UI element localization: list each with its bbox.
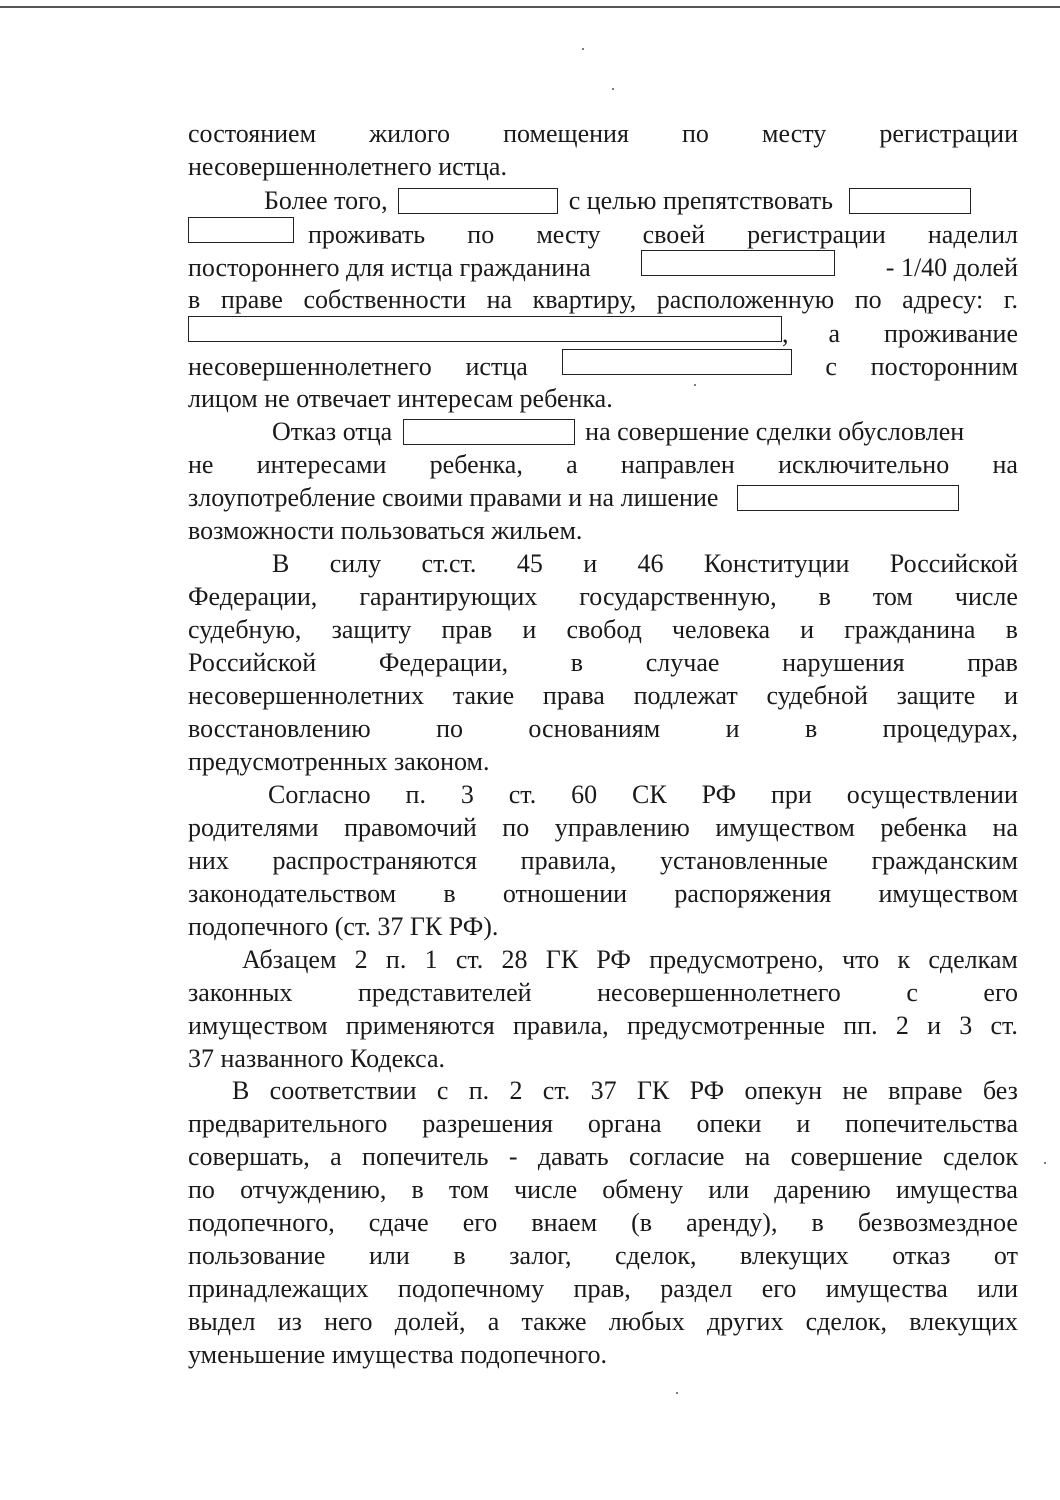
text-line: 37 названного Кодекса.	[188, 1044, 445, 1073]
text-line	[188, 117, 1018, 150]
word: согласие	[629, 1142, 725, 1171]
text-line	[188, 811, 1018, 844]
word: в	[570, 648, 584, 677]
word: СК	[631, 780, 667, 809]
text-line	[188, 415, 1018, 448]
word: месту	[762, 119, 827, 148]
text-line	[188, 1009, 1018, 1042]
word: расположенную	[656, 285, 835, 314]
word: принадлежащих	[188, 1274, 369, 1303]
word: 60	[571, 780, 598, 809]
line-text: посторонним	[870, 352, 1018, 381]
word: правила,	[520, 846, 617, 875]
line-text: на совершение сделки обусловлен	[585, 417, 965, 446]
word: распространяются	[272, 846, 478, 875]
text-line: несовершеннолетнего истца.	[188, 152, 507, 181]
word: вправе	[888, 1076, 963, 1105]
word: сделок,	[615, 1241, 697, 1270]
word: прав	[441, 615, 493, 644]
scan-speck	[582, 48, 584, 50]
word: подопечного,	[188, 1208, 335, 1237]
word: безвозмездное	[857, 1208, 1018, 1237]
word: жилого	[369, 119, 451, 148]
word: его	[983, 978, 1018, 1007]
word: предварительного	[188, 1109, 388, 1138]
text-line: подопечного (ст. 37 ГК РФ).	[188, 912, 499, 941]
text-line	[188, 217, 1018, 251]
text-line: возможности пользоваться жильем.	[188, 516, 583, 545]
text-line	[188, 1272, 1018, 1305]
word: 1	[424, 945, 438, 974]
word: влекущих	[909, 1307, 1018, 1336]
word: законных	[188, 978, 293, 1007]
word: подопечному	[397, 1274, 545, 1303]
text-line	[188, 349, 1018, 383]
text-line	[268, 778, 1018, 811]
word: раздел	[660, 1274, 733, 1303]
word: отношении	[502, 879, 628, 908]
line-text: постороннего для истца гражданина	[188, 253, 591, 282]
word: также	[521, 1307, 587, 1336]
word: свобод	[566, 615, 642, 644]
word: п.	[385, 945, 407, 974]
word: по	[436, 714, 463, 743]
word: попечитель	[362, 1142, 489, 1171]
line-text: - 1/40 долей	[885, 253, 1018, 282]
redacted-box	[188, 217, 294, 243]
word: числе	[514, 1175, 578, 1204]
line-words	[308, 218, 1018, 251]
word: на	[486, 285, 513, 314]
word: по	[682, 119, 709, 148]
word: и	[800, 615, 815, 644]
word: Согласно	[268, 780, 371, 809]
word: попечительства	[845, 1109, 1018, 1138]
line-text: ,	[782, 319, 789, 348]
word: его	[761, 1274, 797, 1303]
word: и	[1004, 681, 1018, 710]
word: своей	[642, 220, 706, 249]
word: органа	[587, 1109, 662, 1138]
word: судебную,	[188, 615, 302, 644]
word: осуществлении	[846, 780, 1018, 809]
text-line	[232, 1074, 1018, 1107]
redacted-box	[398, 188, 558, 214]
text-line	[188, 1173, 1018, 1206]
line-text: с целью препятствовать	[568, 186, 833, 215]
text-line	[188, 976, 1018, 1009]
word: несовершеннолетних	[188, 681, 425, 710]
word: не	[842, 1076, 868, 1105]
word: обмену	[602, 1175, 684, 1204]
word: Федерации,	[188, 582, 318, 611]
word: в	[443, 879, 456, 908]
word: гражданским	[871, 846, 1018, 875]
word: ребенка	[880, 813, 967, 842]
word: установленные	[659, 846, 828, 875]
word: совершать,	[188, 1142, 310, 1171]
text-line	[188, 580, 1018, 613]
word: любых	[608, 1307, 685, 1336]
word: в	[811, 1208, 824, 1237]
line-text: с	[825, 352, 837, 381]
line-text: Более того,	[264, 186, 388, 215]
word: ст.ст.	[421, 549, 477, 578]
word: пользование	[188, 1241, 326, 1270]
text-line	[272, 547, 1018, 580]
redacted-box	[403, 419, 575, 445]
word: п.	[405, 780, 426, 809]
word: имуществом	[188, 1011, 328, 1040]
word: ст.	[990, 1011, 1018, 1040]
word: дарению	[774, 1175, 871, 1204]
word: регистрации	[747, 220, 886, 249]
text-line	[188, 481, 1018, 514]
word: на	[744, 1142, 771, 1171]
word: управлению	[554, 813, 690, 842]
word: а	[330, 1142, 342, 1171]
word: и	[522, 615, 537, 644]
word: человека	[671, 615, 771, 644]
text-line	[188, 844, 1018, 877]
scan-speck	[676, 1392, 678, 1394]
word: внаем	[531, 1208, 598, 1237]
word: РФ	[596, 945, 631, 974]
word: или	[368, 1241, 410, 1270]
word: в	[804, 714, 818, 743]
word: собственности	[303, 285, 467, 314]
scan-speck	[612, 88, 614, 90]
word: В	[272, 549, 290, 578]
word: исключительно	[778, 450, 950, 479]
word: родителями	[188, 813, 319, 842]
word: в	[1005, 615, 1018, 644]
word: п.	[468, 1076, 490, 1105]
word: залог,	[509, 1241, 572, 1270]
word: выдел	[188, 1307, 256, 1336]
word: РФ	[689, 1076, 725, 1105]
word: том	[872, 582, 913, 611]
line-text: злоупотребление своими правами и на лишение	[188, 483, 719, 512]
word: месту	[536, 220, 601, 249]
text-line	[188, 1206, 1018, 1239]
word: праве	[220, 285, 283, 314]
word: отказ	[892, 1241, 951, 1270]
word: разрешения	[422, 1109, 553, 1138]
text-line: предусмотренных законом.	[188, 747, 490, 776]
word: наделил	[927, 220, 1018, 249]
redacted-box	[188, 316, 782, 342]
text-line: лицом не отвечает интересам ребенка.	[188, 384, 613, 413]
word: процедурах,	[882, 714, 1018, 743]
word: совершение	[790, 1142, 923, 1171]
word: с	[906, 978, 918, 1007]
word: Конституции	[703, 549, 850, 578]
page-top-edge	[0, 6, 1060, 18]
word: Абзацем	[242, 945, 337, 974]
word: предусмотренные	[626, 1011, 825, 1040]
word: и	[725, 714, 740, 743]
word: 3	[959, 1011, 973, 1040]
word: на	[992, 450, 1018, 479]
word: представителей	[357, 978, 532, 1007]
word: правомочий	[344, 813, 477, 842]
word: гарантирующих	[359, 582, 538, 611]
word: сдаче	[368, 1208, 429, 1237]
word: подлежат	[633, 681, 738, 710]
word: (в	[631, 1208, 653, 1237]
text-line	[188, 283, 1018, 316]
word: имущества	[825, 1274, 948, 1303]
text-line	[188, 1305, 1018, 1338]
word: в	[453, 1241, 466, 1270]
text-line	[188, 250, 1018, 284]
word: г.	[1003, 285, 1018, 314]
word: а	[566, 450, 578, 479]
word: квартиру,	[532, 285, 637, 314]
word: 28	[501, 945, 528, 974]
word: государственную,	[579, 582, 777, 611]
word: состоянием	[188, 119, 317, 148]
word: -	[508, 1142, 518, 1171]
word: или	[708, 1175, 750, 1204]
word: отчуждению,	[240, 1175, 387, 1204]
line-text: истца	[465, 352, 528, 381]
word: защите	[896, 681, 976, 710]
word: него	[324, 1307, 373, 1336]
word: В	[232, 1076, 250, 1105]
word: силу	[329, 549, 382, 578]
word: без	[982, 1076, 1018, 1105]
word: РФ	[701, 780, 737, 809]
word: 3	[460, 780, 474, 809]
word: законодательством	[188, 879, 397, 908]
word: несовершеннолетнего	[597, 978, 841, 1007]
word: восстановлению	[188, 714, 371, 743]
word: ребенка,	[429, 450, 523, 479]
text-line	[188, 613, 1018, 646]
word: правила,	[513, 1011, 609, 1040]
word: к	[897, 945, 911, 974]
text-line	[188, 877, 1018, 910]
word: по	[188, 1175, 215, 1204]
line-text: проживание	[884, 319, 1018, 348]
word: ГК	[636, 1076, 670, 1105]
word: сделкам	[928, 945, 1018, 974]
word: и	[927, 1011, 941, 1040]
word: числе	[954, 582, 1018, 611]
word: проживать	[308, 220, 426, 249]
text-line	[242, 943, 1018, 976]
word: распоряжения	[674, 879, 832, 908]
line-text: несовершеннолетнего	[188, 352, 432, 381]
word: по	[467, 220, 495, 249]
word: влекущих	[740, 1241, 849, 1270]
text-line	[188, 316, 1018, 350]
word: с	[436, 1076, 449, 1105]
word: 2	[895, 1011, 909, 1040]
word: опеки	[696, 1109, 762, 1138]
word: Федерации,	[378, 648, 509, 677]
word: основаниям	[528, 714, 661, 743]
word: них	[188, 846, 229, 875]
scan-speck	[1044, 1162, 1046, 1164]
text-line	[188, 712, 1018, 745]
word: такие	[452, 681, 515, 710]
word: в	[188, 285, 201, 314]
word: опекун	[744, 1076, 823, 1105]
word: из	[277, 1307, 302, 1336]
redacted-box	[849, 188, 971, 214]
redacted-box	[562, 349, 792, 375]
scan-speck	[694, 384, 696, 386]
word: ст.	[508, 780, 537, 809]
word: ст.	[455, 945, 484, 974]
word: имуществом	[878, 879, 1018, 908]
word: нарушения	[782, 648, 905, 677]
word: его	[462, 1208, 498, 1237]
word: сделок,	[805, 1307, 888, 1336]
text-line	[188, 184, 1018, 217]
word: давать	[537, 1142, 609, 1171]
word: имущества	[896, 1175, 1018, 1204]
word: и	[796, 1109, 811, 1138]
word: гражданина	[844, 615, 976, 644]
word: 46	[637, 549, 664, 578]
text-line	[188, 679, 1018, 712]
word: ст.	[542, 1076, 571, 1105]
redacted-box	[737, 485, 959, 511]
word: сделок	[943, 1142, 1018, 1171]
word: не	[188, 450, 214, 479]
text-line	[188, 448, 1018, 481]
word: имуществом	[715, 813, 855, 842]
word: а	[487, 1307, 500, 1336]
word: при	[771, 780, 812, 809]
redacted-box	[641, 250, 835, 276]
word: интересами	[256, 450, 387, 479]
word: защиту	[331, 615, 412, 644]
word: применяются	[345, 1011, 495, 1040]
word: Российской	[188, 648, 317, 677]
text-line: уменьшение имущества подопечного.	[188, 1340, 608, 1369]
word: прав,	[573, 1274, 631, 1303]
line-text: Отказ отца	[272, 417, 393, 446]
text-line	[188, 1239, 1018, 1272]
word: судебной	[766, 681, 868, 710]
word: 2	[354, 945, 368, 974]
word: ГК	[545, 945, 579, 974]
word: на	[992, 813, 1018, 842]
word: соответствии	[269, 1076, 417, 1105]
word: аренду),	[686, 1208, 778, 1237]
word: случае	[645, 648, 720, 677]
word: или	[977, 1274, 1018, 1303]
word: долей,	[394, 1307, 466, 1336]
line-text: а	[828, 319, 841, 348]
word: Российской	[889, 549, 1018, 578]
text-line	[188, 1140, 1018, 1173]
word: в	[818, 582, 831, 611]
word: от	[993, 1241, 1018, 1270]
word: в	[411, 1175, 424, 1204]
word: 45	[516, 549, 543, 578]
word: других	[706, 1307, 784, 1336]
word: по	[502, 813, 530, 842]
word: по	[854, 285, 882, 314]
word: прав	[967, 648, 1018, 677]
text-line	[188, 1107, 1018, 1140]
text-line	[188, 646, 1018, 679]
word: адресу:	[902, 285, 984, 314]
word: предусмотрено,	[649, 945, 824, 974]
word: пп.	[843, 1011, 878, 1040]
word: направлен	[620, 450, 735, 479]
word: регистрации	[879, 119, 1018, 148]
word: помещения	[503, 119, 629, 148]
word: 37	[590, 1076, 617, 1105]
word: и	[583, 549, 598, 578]
word: том	[448, 1175, 489, 1204]
word: что	[842, 945, 880, 974]
word: права	[542, 681, 605, 710]
word: 2	[509, 1076, 523, 1105]
